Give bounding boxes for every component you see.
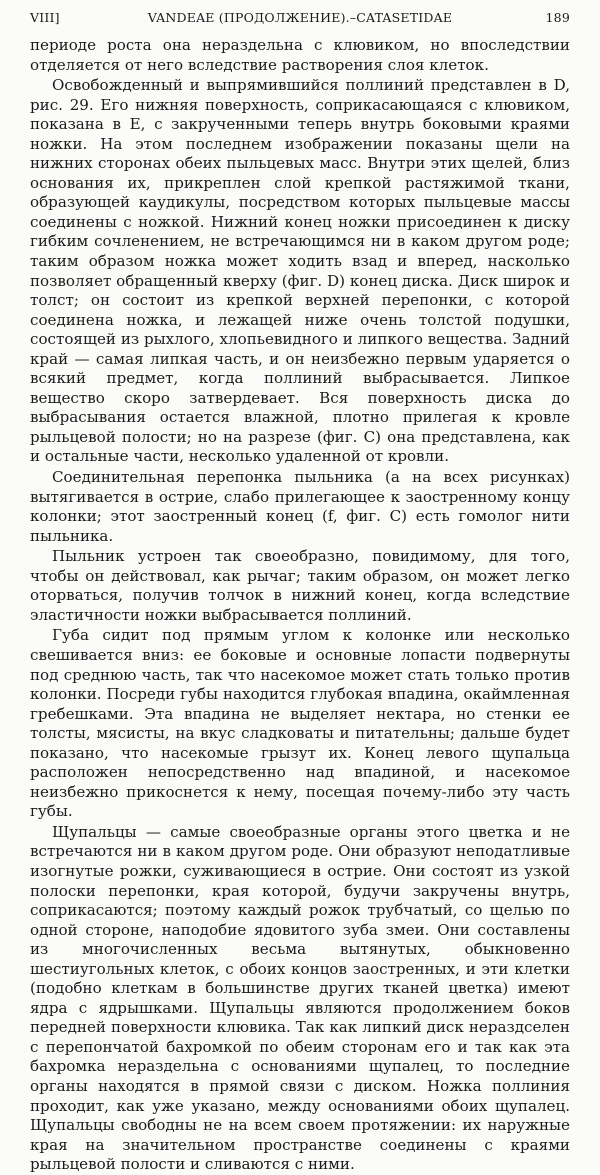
paragraph-continued: периоде роста она нераздельна с клювиком, но впоследствии отделяется от него вследствие растворения слоя клеток. [30,36,570,74]
paragraph-anther-lever: Пыльник устроен так своеобразно, повидимому, для того, чтобы он действовал, как рычаг; таким образом, он может легко оторваться, получив толчок в нижний конец, когда вследствие эластичности ножки выбрасывается поллиний. [30,547,570,624]
paragraph-labellum: Губа сидит под прямым углом к колонке или несколько свешивается вниз: ее боковые и основные лопасти подвернуты под среднюю часть, так что насекомое может стать только против колонки. Посреди губы находится глубокая впадина, окаймленная гребешками. Эта впадина не выделяет нектара, но стенки ее толсты, мясисты, на вкус сладковаты и питательны; дальше будет показано, что насекомые грызут их. Конец левого щупальца расположен непосредственно над впадиной, и насекомое неизбежно прикоснется к нему, посещая почему-либо эту часть губы. [30,626,570,821]
chapter-number: VIII] [30,10,60,25]
paragraph-pollinium: Освобожденный и выпрямившийся поллиний представлен в D, рис. 29. Его нижняя поверхность, соприкасающаяся с клювиком, показана в E, с закрученными теперь внутрь боковыми краями ножки. На этом последнем изображении показаны щели на нижних сторонах обеих пыльцевых масс. Внутри этих щелей, близ основания их, прикреплен слой крепкой растяжимой ткани, образующей каудикулы, посредством которых пыльцевые массы соединены с ножкой. Нижний конец ножки присоединен к диску гибким сочленением, не встречающимся ни в каком другом роде; таким образом ножка может ходить взад и вперед, насколько позволяет обращенный кверху (фиг. D) конец диска. Диск широк и толст; он состоит из крепкой верхней перепонки, с которой соединена ножка, и лежащей ниже очень толстой подушки, состоящей из рыхлого, хлопьевидного и липкого вещества. Задний край — самая липкая часть, и он неизбежно первым ударяется о всякий предмет, когда поллиний выбрасывается. Липкое вещество скоро затвердевает. Вся поверхность диска до выбрасывания остается влажной, плотно прилегая к кровле рыльцевой полости; но на разрезе (фиг. C) она представлена, как и остальные части, несколько удаленной от кровли. [30,76,570,466]
paragraph-antennae: Щупальцы — самые своеобразные органы этого цветка и не встречаются ни в каком другом роде. Они образуют неподатливые изогнутые рожки, суживающиеся в острие. Они состоят из узкой полоски перепонки, края которой, будучи закручены внутрь, соприкасаются; поэтому каждый рожок трубчатый, со щелью по одной стороне, наподобие ядовитого зуба змеи. Они составлены из многочисленных весьма вытянутых, обыкновенно шестиугольных клеток, с обоих концов заостренных, и эти клетки (подобно клеткам в большинстве других тканей цветка) имеют ядра с ядрышками. Щупальцы являются продолжением боков передней поверхности клювика. Так как липкий диск нераздселен с перепончатой бахромкой по обеим сторонам его и так как эта бахромка нераздельна с основаниями щупалец, то последние органы находятся в прямой связи с диском. Ножка поллиния проходит, как уже указано, между основаниями обоих щупалец. Щупальцы свободны не на всем своем протяжении: их наружные края на значительном пространстве соединены с краями рыльцевой полости и сливаются с ними. [30,822,570,1174]
running-title: VANDEAE (ПРОДОЛЖЕНИЕ).–CATASETIDAE [147,10,453,25]
running-head [30,6,570,30]
body-text [30,36,570,1175]
page-number: 189 [545,10,570,25]
paragraph-anther-membrane: Соединительная перепонка пыльника (a на всех рисунках) вытягивается в острие, слабо прилегающее к заостренному концу колонки; этот заостренный конец (f, фиг. C) есть гомолог нити пыльника. [30,468,570,545]
